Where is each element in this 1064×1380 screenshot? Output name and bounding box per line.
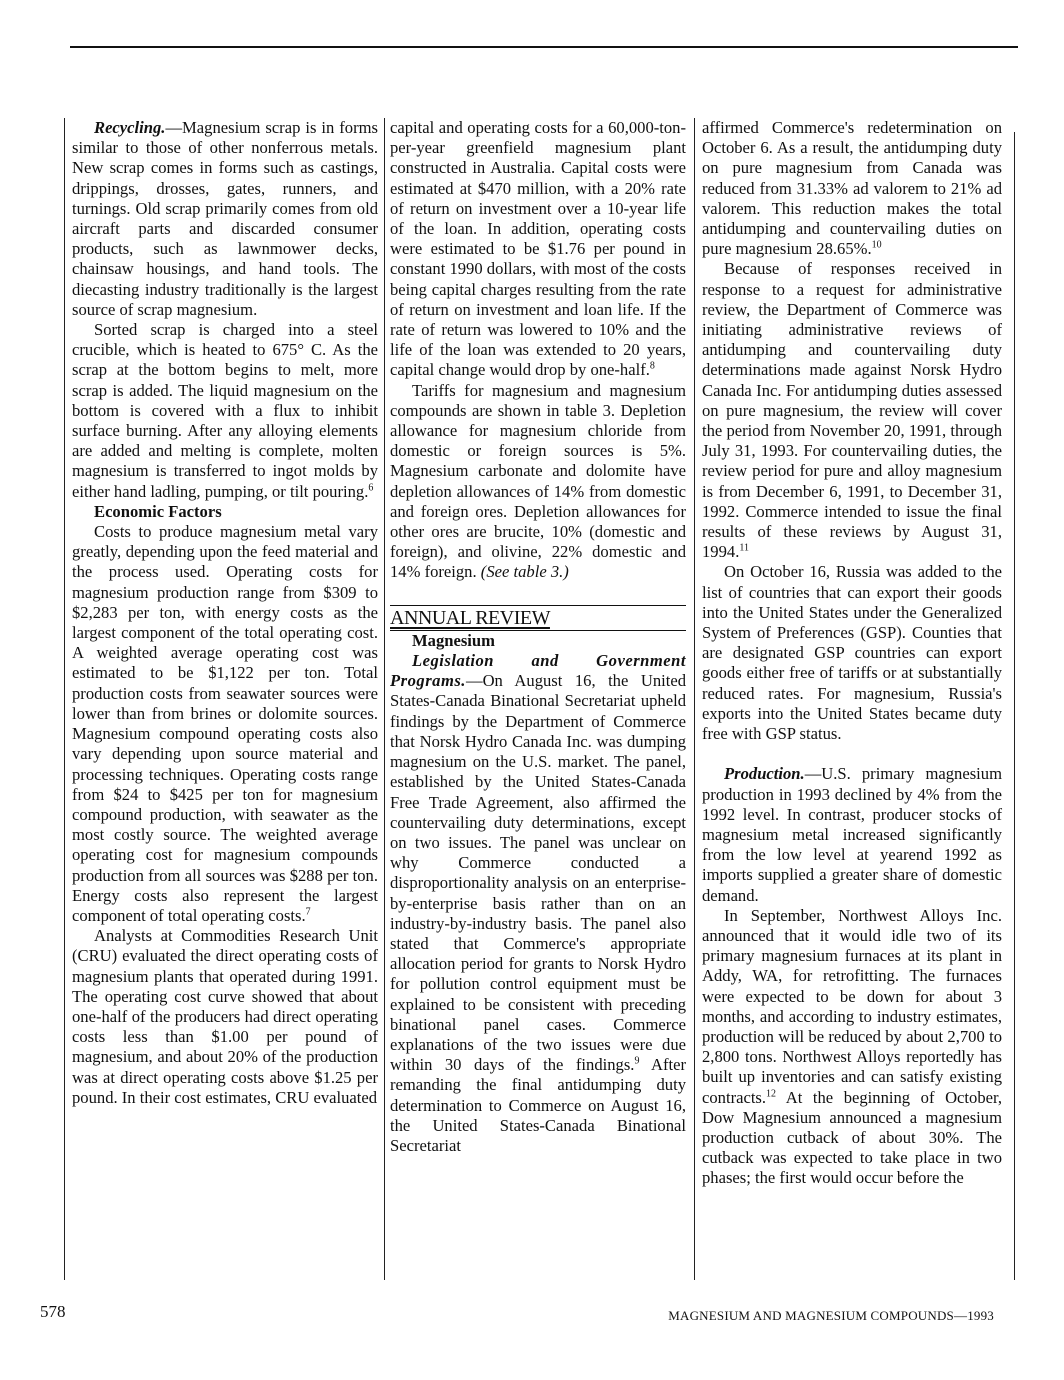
- footnote-ref: 12: [766, 1088, 777, 1100]
- column-2: [390, 118, 686, 1156]
- northwest-text: In September, Northwest Alloys Inc. announced that it would idle two of its primary magnesium furnaces at its plant in Addy, WA, for retrofitting. The furnaces were expected to be down for about 3 months, and according to industry estimates, production will be reduced by about 2,700 to 2,800 tons. Northwest Alloys reportedly has built up inventories and can satisfy existing contracts.: [702, 905, 1002, 1107]
- column-rule-right: [1014, 132, 1015, 1280]
- russia-text: On October 16, Russia was added to the list of countries that can export their goods into the United States under the Generalized System of Preferences (GSP). Counties that are designated GSP countries can export goods either free of tariffs or at substantially reduced rates. For magnesium, Russia's exports into the United States became duty free with GSP status.: [702, 562, 1002, 744]
- sorted-text: Sorted scrap is charged into a steel crucible, which is heated to 675° C. As the scrap at the bottom begins to melt, more scrap is added. The liquid magnesium on the bottom is covered with a flux to inhibit surface burning. After any alloying elements are added and melting is complete, molten magnesium is transferred to ingot molds by either hand ladling, pumping, or tilt pouring.: [72, 320, 378, 501]
- annual-review-title: ANNUAL REVIEW: [390, 606, 550, 629]
- spacer: [702, 744, 1002, 764]
- table-reference: (See table 3.): [480, 562, 569, 582]
- footnote-ref: 6: [368, 482, 374, 494]
- costs-text: Costs to produce magnesium metal vary greatly, depending upon the feed material and the process used. Operating costs for magnesium production range from $309 to $2,283 per ton, with energy costs as the largest component of the total operating cost. A weighted average operating cost was estimated to be $1,122 per ton. Total production costs from seawater sources were lower than from brines or dolomite sources. Magnesium compound operating costs also vary depending upon source material and processing techniques. Operating costs range from $24 to $425 per ton for magnesium compound production, with seawater as the most costly source. The weighted average operating cost for magnesium compounds production from all sources was $288 per ton. Energy costs also represent the largest component of total operating costs.: [72, 522, 378, 925]
- paragraph-production: [702, 764, 1002, 905]
- column-3: [702, 118, 1002, 1189]
- footnote-ref: 9: [634, 1055, 640, 1067]
- section-heading-annual-review: [390, 605, 686, 631]
- affirmed-text: affirmed Commerce's redetermination on October 6. As a result, the antidumping duty on pure magnesium from Canada was reduced from 31.33% ad valorem to 21% ad valorem. This reduction makes the total antidumping and countervailing duties on pure magnesium 28.65%.: [702, 118, 1002, 259]
- paragraph-capital-costs: [390, 118, 686, 381]
- heading-economic-factors: Economic Factors: [94, 501, 222, 521]
- column-rule-left: [64, 118, 65, 1280]
- column-rule-2: [694, 118, 695, 1280]
- northwest-text-continued: At the beginning of October, Dow Magnesium announced a magnesium production cutback of about 30%. The cutback was expected to take place in two phases; the first would occur before the: [702, 1087, 1002, 1188]
- legislation-text-continued: After remanding the final antidumping duty determination to Commerce on August 16, the United States-Canada Binational Secretariat: [390, 1055, 687, 1155]
- production-run-in: Production.: [724, 764, 805, 784]
- paragraph-northwest-alloys: [702, 906, 1002, 1189]
- paragraph-sorted-scrap: [72, 320, 378, 502]
- paragraph-costs: [72, 522, 378, 926]
- paragraph-recycling: [72, 118, 378, 320]
- paragraph-legislation: [390, 651, 686, 1156]
- capital-text: capital and operating costs for a 60,000-ton-per-year greenfield magnesium plant constructed in Australia. Capital costs were estimated at $470 million, with a 20% rate of return on investment over a 10-year life of the loan. In addition, operating costs were estimated to be $1.76 per pound in constant 1990 dollars, with most of the costs being capital charges resulting from the rate of return on investment and loan life. If the rate of return was lowered to 10% and the life of the loan was extended to 20 years, capital change would drop by one-half.: [390, 118, 686, 380]
- production-text: —U.S. primary magnesium production in 1993 declined by 4% from the 1992 level. In contrast, producer stocks of magnesium metal increased significantly from the low level at yearend 1992 as imports supplied a greater share of domestic demand.: [702, 764, 1002, 905]
- footnote-ref: 8: [649, 360, 655, 372]
- footnote-ref: 11: [739, 542, 749, 554]
- legislation-text: —On August 16, the United States-Canada Binational Secretariat upheld findings by the Department of Commerce that Norsk Hydro Canada Inc. was dumping magnesium on the U.S. market. The panel, established by the United States-Canada Free Trade Agreement, also affirmed the countervailing duty determinations, except on two issues. The panel was unclear on why Commerce conducted a disproportionality analysis on an enterprise-by-enterprise basis rather than on an industry-by-industry basis. The panel also stated that Commerce's appropriate allocation period for grants to Norsk Hydro for pollution control equipment must be explained to be consistent with preceding binational panel cases. Commerce explanations of the two issues were due within 30 days of the findings.: [390, 671, 686, 1075]
- running-footer-title: MAGNESIUM AND MAGNESIUM COMPOUNDS—1993: [668, 1308, 994, 1323]
- paragraph-analysts: [72, 926, 378, 1108]
- review-text: Because of responses received in response to a request for administrative review, the Department of Commerce was initiating administrative reviews of antidumping and countervailing duty determinations made against Norsk Hydro Canada Inc. For antidumping duties assessed on pure magnesium, the review will cover the period from November 20, 1991, through July 31, 1993. For countervailing duties, the review period for pure and alloy magnesium is from December 6, 1991, to December 31, 1992. Commerce intended to issue the final results of these reviews by August 31, 1994.: [702, 259, 1002, 562]
- top-rule: [70, 46, 1018, 48]
- paragraph-tariffs: [390, 381, 686, 583]
- legislation-run-in: Legislation and Government Programs.: [390, 651, 686, 691]
- footnote-ref: 7: [305, 906, 311, 918]
- analysts-text: Analysts at Commodities Research Unit (CRU) evaluated the direct operating costs of magnesium plants that operated during 1991. The operating cost curve showed that about one-half of the producers had direct operating costs less than $1.00 per pound of magnesium, and about 20% of the production was at direct operating costs above $1.25 per pound. In their cost estimates, CRU evaluated: [72, 926, 378, 1107]
- recycling-text: —Magnesium scrap is in forms similar to those of other nonferrous metals. New scrap comes in forms such as castings, drippings, drosses, gates, runners, and turnings. Old scrap primarily comes from old aircraft parts and discarded consumer products, such as lawnmower decks, chainsaw housings, and hand tools. The diecasting industry traditionally is the largest source of scrap magnesium.: [72, 118, 378, 319]
- page-number: 578: [40, 1302, 66, 1321]
- heading-magnesium: Magnesium: [412, 630, 495, 650]
- column-1: [72, 118, 378, 1108]
- paragraph-administrative-review: [702, 259, 1002, 562]
- column-rule-1: [384, 118, 385, 1280]
- paragraph-affirmed: [702, 118, 1002, 259]
- recycling-run-in: Recycling.: [94, 118, 166, 137]
- paragraph-russia-gsp: [702, 562, 1002, 744]
- footnote-ref: 10: [871, 239, 882, 251]
- tariffs-text: Tariffs for magnesium and magnesium compounds are shown in table 3. Depletion allowance for magnesium chloride from domestic or foreign sources is 5%. Magnesium carbonate and dolomite have depletion allowances of 14% from domestic and foreign ores. Depletion allowances for other ores are brucite, 10% (domestic and foreign), and olivine, 22% domestic and 14% foreign.: [390, 380, 686, 582]
